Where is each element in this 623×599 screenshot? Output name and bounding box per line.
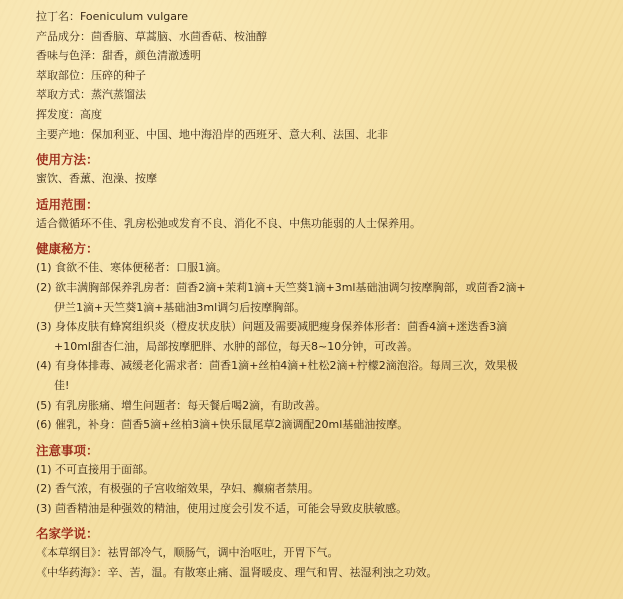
info-extract-part: 萃取部位：压碎的种子: [36, 68, 146, 82]
note-item: (1) 不可直接用于面部。: [36, 462, 155, 476]
recipe-item: (5) 有乳房胀痛、增生问题者：每天餐后喝2滴，有助改善。: [36, 398, 327, 412]
quote-item: 《中华药海》：辛、苦，温。有散寒止痛、温肾暖皮、理气和胃、祛湿利浊之功效。: [36, 566, 438, 580]
scope-text: 适合微循环不佳、乳房松弛或发育不良、消化不良、中焦功能弱的人士保养用。: [36, 216, 421, 230]
info-block: [36, 7, 599, 144]
note-item: (2) 香气浓，有极强的子宫收缩效果，孕妇、癫痫者禁用。: [36, 482, 320, 496]
info-ingredients: 产品成分：茴香脑、草蒿脑、水茴香萜、桉油醇: [36, 29, 267, 43]
info-scent-color: 香味与色泽：甜香，颜色清澈透明: [36, 49, 201, 63]
scope-heading: 适用范围：: [36, 196, 99, 212]
notes-section: [36, 441, 599, 519]
recipe-item: (1) 食欲不佳、寒体便秘者：口服1滴。: [36, 261, 228, 275]
info-origin: 主要产地：保加利亚、中国、地中海沿岸的西班牙、意大利、法国、北非: [36, 127, 388, 141]
recipes-heading: 健康秘方：: [36, 241, 99, 257]
scope-section: [36, 195, 599, 234]
info-latin-name: 拉丁名：Foeniculum vulgare: [36, 10, 189, 23]
recipe-item-continued: +10ml甜杏仁油，局部按摩肥胖、水肿的部位，每天8~10分钟，可改善。: [54, 339, 419, 353]
recipe-item: (6) 催乳，补身：茴香5滴+丝柏3滴+快乐鼠尾草2滴调配20ml基础油按摩。: [36, 418, 409, 432]
note-item: (3) 茴香精油是种强效的精油，使用过度会引发不适，可能会导致皮肤敏感。: [36, 501, 408, 515]
usage-section: [36, 150, 599, 189]
notes-heading: 注意事项：: [36, 442, 99, 458]
info-extract-method: 萃取方式：蒸汽蒸馏法: [36, 88, 146, 102]
quotes-heading: 名家学说：: [36, 526, 99, 542]
recipe-item-continued: 伊兰1滴+天竺葵1滴+基础油3ml调匀后按摩胸部。: [54, 300, 306, 314]
recipe-item: (3) 身体皮肤有蜂窝组织炎（橙皮状皮肤）问题及需要减肥瘦身保养体形者：茴香4滴+迷迭香3滴: [36, 320, 508, 334]
recipes-section: [36, 239, 599, 434]
usage-text: 蜜饮、香薰、泡澡、按摩: [36, 172, 157, 186]
recipe-item-continued: 佳!: [54, 378, 70, 392]
quote-item: 《本草纲目》：祛胃部冷气，顺肠气，调中治呕吐，开胃下气。: [36, 546, 339, 560]
recipe-item: (4) 有身体排毒、减缓老化需求者：茴香1滴+丝柏4滴+杜松2滴+柠檬2滴泡浴。每周三次，效果极: [36, 359, 518, 373]
usage-heading: 使用方法：: [36, 152, 99, 168]
info-volatility: 挥发度：高度: [36, 107, 102, 121]
recipe-item: (2) 欲丰满胸部保养乳房者：茴香2滴+茉莉1滴+天竺葵1滴+3ml基础油调匀按摩胸部，或茴香2滴+: [36, 280, 526, 294]
quotes-section: [36, 524, 599, 582]
